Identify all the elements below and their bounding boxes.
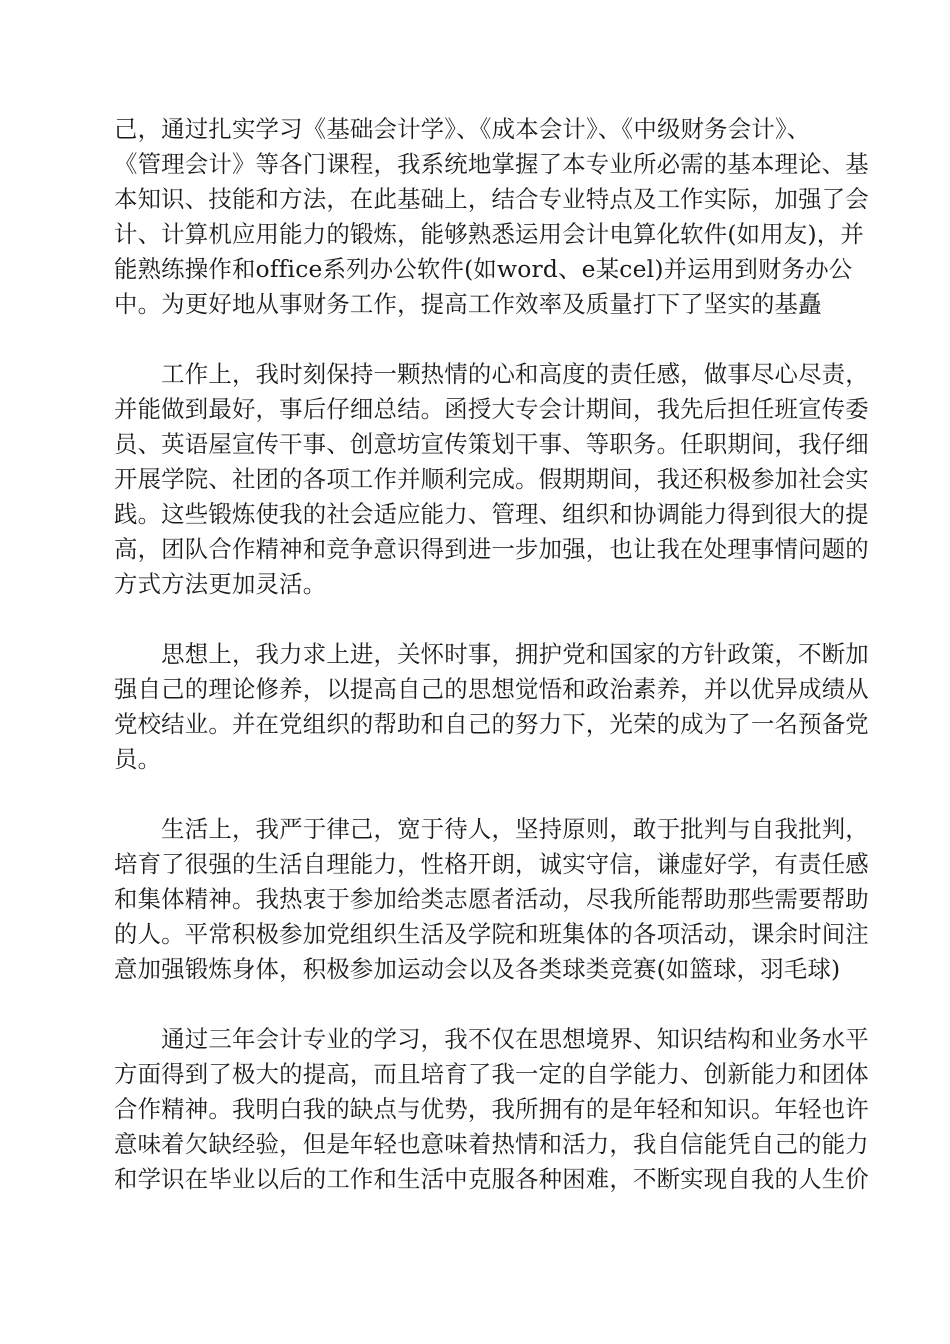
paragraph-study xyxy=(114,112,869,322)
text-line: 思想上，我力求上进，关怀时事，拥护党和国家的方针政策，不断加 xyxy=(114,640,869,668)
text-line: 培育了很强的生活自理能力，性格开朗，诚实守信，谦虚好学，有责任感 xyxy=(114,850,869,878)
text-line: 员、英语屋宣传干事、创意坊宣传策划干事、等职务。任职期间，我仔细 xyxy=(114,430,869,458)
text-line: 能熟练操作和office系列办公软件(如word、e某cel)并运用到财务办公 xyxy=(114,255,853,283)
paragraph-ideology xyxy=(114,637,869,777)
text-line: 己，通过扎实学习《基础会计学》、《成本会计》、《中级财务会计》、 xyxy=(114,115,811,143)
text-line: 通过三年会计专业的学习，我不仅在思想境界、知识结构和业务水平 xyxy=(114,1025,869,1053)
text-line: 践。这些锻炼使我的社会适应能力、管理、组织和协调能力得到很大的提 xyxy=(114,500,869,528)
text-line: 强自己的理论修养，以提高自己的思想觉悟和政治素养，并以优异成绩从 xyxy=(114,675,869,703)
text-line: 党校结业。并在党组织的帮助和自己的努力下，光荣的成为了一名预备党 xyxy=(114,710,869,738)
text-line: 高，团队合作精神和竞争意识得到进一步加强，也让我在处理事情问题的 xyxy=(114,535,869,563)
text-line: 和集体精神。我热衷于参加给类志愿者活动，尽我所能帮助那些需要帮助 xyxy=(114,885,869,913)
paragraph-work xyxy=(114,357,869,602)
text-line: 开展学院、社团的各项工作并顺利完成。假期期间，我还积极参加社会实 xyxy=(114,465,869,493)
paragraph-summary xyxy=(114,1022,869,1197)
text-line: 并能做到最好，事后仔细总结。函授大专会计期间，我先后担任班宣传委 xyxy=(114,395,869,423)
text-line: 的人。平常积极参加党组织生活及学院和班集体的各项活动，课余时间注 xyxy=(114,920,869,948)
text-line: 中。为更好地从事财务工作，提高工作效率及质量打下了坚实的基矗 xyxy=(114,290,822,318)
text-line: 意加强锻炼身体，积极参加运动会以及各类球类竞赛(如篮球，羽毛球) xyxy=(114,955,841,983)
text-line: 员。 xyxy=(114,745,162,773)
text-line: 意味着欠缺经验，但是年轻也意味着热情和活力，我自信能凭自己的能力 xyxy=(114,1130,869,1158)
text-line: 生活上，我严于律己，宽于待人，坚持原则，敢于批判与自我批判， xyxy=(114,815,869,843)
text-line: 方式方法更加灵活。 xyxy=(114,570,327,598)
paragraph-life xyxy=(114,812,869,987)
text-line: 工作上，我时刻保持一颗热情的心和高度的责任感，做事尽心尽责， xyxy=(114,360,869,388)
text-line: 计、计算机应用能力的锻炼，能够熟悉运用会计电算化软件(如用友)，并 xyxy=(114,220,864,248)
text-line: 方面得到了极大的提高，而且培育了我一定的自学能力、创新能力和团体 xyxy=(114,1060,869,1088)
text-line: 和学识在毕业以后的工作和生活中克服各种困难，不断实现自我的人生价 xyxy=(114,1165,869,1193)
text-line: 合作精神。我明白我的缺点与优势，我所拥有的是年轻和知识。年轻也许 xyxy=(114,1095,869,1123)
text-line: 《管理会计》等各门课程，我系统地掌握了本专业所必需的基本理论、基 xyxy=(114,150,869,178)
text-line: 本知识、技能和方法，在此基础上，结合专业特点及工作实际，加强了会 xyxy=(114,185,869,213)
